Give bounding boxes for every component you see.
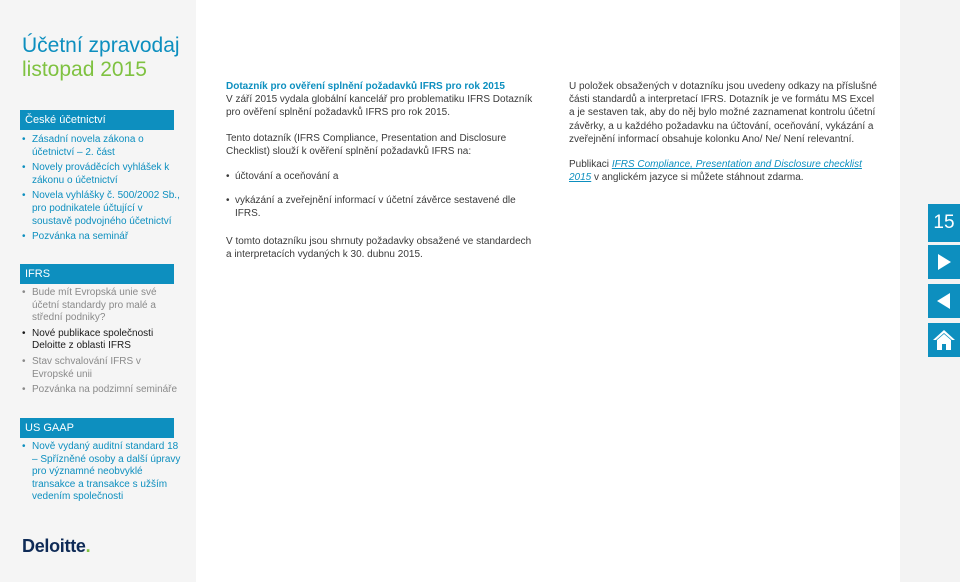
nav-link-item[interactable]: • Zásadní novela zákona o účetnictví – 2. část bbox=[22, 134, 182, 159]
nav-link-item[interactable]: • Pozvánka na seminář bbox=[22, 231, 182, 244]
nav-link-item[interactable]: • Pozvánka na podzimní semináře bbox=[22, 384, 182, 397]
article-paragraph: Tento dotazník (IFRS Compliance, Presentation and Disclosure Checklist) slouží k ověření splnění požadavků IFRS na: bbox=[226, 132, 507, 157]
article-bullet-list bbox=[226, 170, 536, 221]
article-bullet: • vykázání a zveřejnění informací v účetní závěrce sestavené dle IFRS. bbox=[226, 194, 536, 220]
prev-arrow-icon bbox=[936, 292, 952, 310]
article-paragraph: U položek obsažených v dotazníku jsou uvedeny odkazy na příslušné části standardů a interpretací IFRS. Dotazník je ve formátu MS Excel a je sestaven tak, aby do něj bylo možné zaznamenat kontrolu účetní závěrky, a u každého požadavku na účtování, oceňování, vykázání a zveřejnění informací obsahuje kolonku Ano/ Ne/ Není relevantní. bbox=[569, 81, 877, 145]
article-paragraph: V tomto dotazníku jsou shrnuty požadavky obsažené ve standardech a interpretacích vydaných k 30. dubnu 2015. bbox=[226, 235, 532, 260]
next-page-button[interactable] bbox=[928, 245, 960, 279]
section-list-ifrs bbox=[22, 287, 182, 400]
page-number: 15 bbox=[928, 204, 960, 242]
article-column-right bbox=[569, 80, 879, 196]
home-button[interactable] bbox=[928, 323, 960, 357]
publication-link[interactable]: IFRS Compliance, Presentation and Disclosure checklist 2015 bbox=[569, 159, 862, 184]
section-heading-ifrs[interactable]: IFRS bbox=[20, 264, 174, 284]
article-intro: V září 2015 vydala globální kancelář pro problematiku IFRS Dotazník pro ověření splnění požadavků IFRS pro rok 2015. bbox=[226, 94, 533, 119]
nav-link-item[interactable]: • Stav schvalování IFRS v Evropské unii bbox=[22, 356, 182, 381]
section-list-us-gaap bbox=[22, 441, 182, 507]
previous-page-button[interactable] bbox=[928, 284, 960, 318]
nav-link-item[interactable]: • Bude mít Evropská unie své účetní standardy pro malé a střední podniky? bbox=[22, 287, 182, 325]
newsletter-date: listopad 2015 bbox=[22, 58, 147, 81]
section-list-czech-accounting bbox=[22, 134, 182, 247]
nav-link-item[interactable]: • Nově vydaný auditní standard 18 – Spřízněné osoby a další úpravy pro významné neobvyklé transakce a transakce s užším vedením společnosti bbox=[22, 441, 182, 504]
deloitte-logo: Deloitte. bbox=[22, 536, 91, 556]
article-column-left bbox=[226, 80, 536, 273]
nav-link-item[interactable]: • Novela vyhlášky č. 500/2002 Sb., pro podnikatele účtující v soustavě podvojného účetnictví bbox=[22, 190, 182, 228]
nav-link-item[interactable]: • Novely prováděcích vyhlášek k zákonu o účetnictví bbox=[22, 162, 182, 187]
section-heading-czech-accounting[interactable]: České účetnictví bbox=[20, 110, 174, 130]
article-paragraph-download: Publikaci IFRS Compliance, Presentation and Disclosure checklist 2015 v anglickém jazyce si můžete stáhnout zdarma. bbox=[569, 159, 862, 184]
article-bullet: • účtování a oceňování a bbox=[226, 170, 536, 183]
article-heading: Dotazník pro ověření splnění požadavků IFRS pro rok 2015 bbox=[226, 81, 505, 92]
home-icon bbox=[932, 329, 956, 351]
newsletter-title: Účetní zpravodaj bbox=[22, 34, 180, 57]
section-heading-us-gaap[interactable]: US GAAP bbox=[20, 418, 174, 438]
nav-link-item-current[interactable]: • Nové publikace společnosti Deloitte z oblasti IFRS bbox=[22, 328, 182, 353]
next-arrow-icon bbox=[936, 253, 952, 271]
